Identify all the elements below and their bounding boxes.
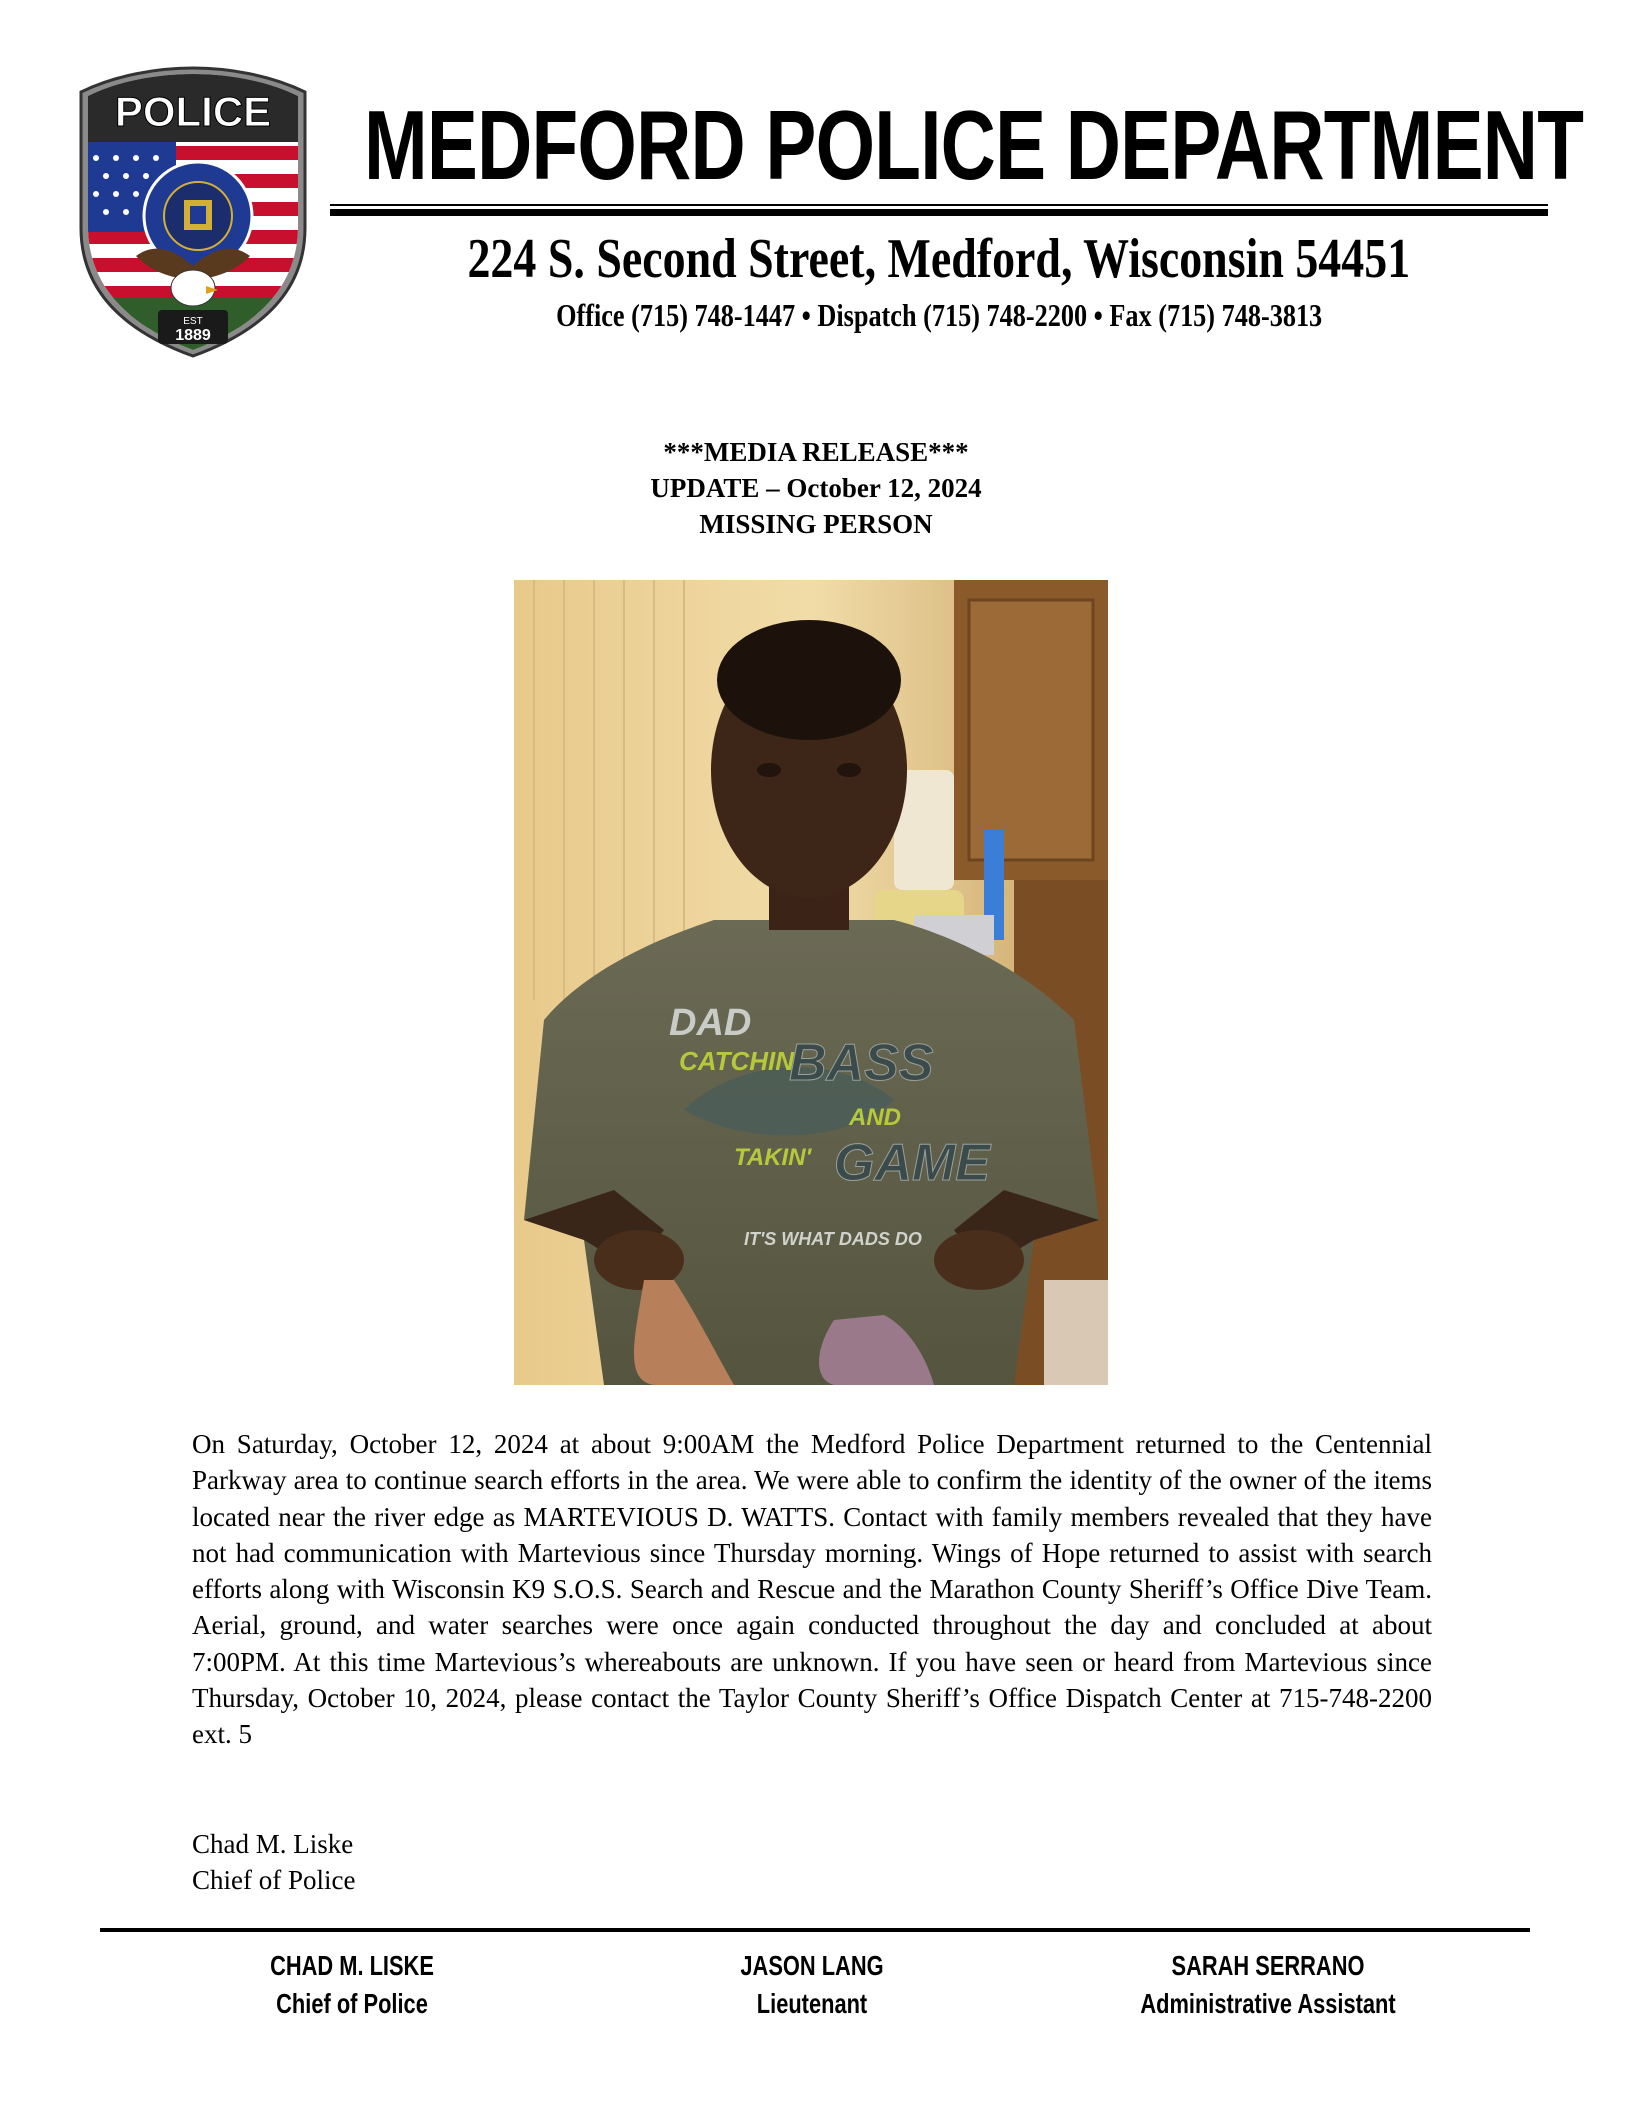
department-address — [330, 230, 1548, 289]
signature-name: Chad M. Liske — [192, 1829, 354, 1859]
staff-name: CHAD M. LISKE — [270, 1950, 434, 1981]
police-badge-logo — [76, 66, 310, 358]
shirt-text-bass: BASS — [789, 1034, 934, 1092]
department-name: MEDFORD POLICE DEPARTMENT — [364, 90, 1584, 200]
badge-police-text: POLICE — [114, 88, 272, 135]
footer-staff-chief — [172, 1952, 532, 2018]
header-rule-thin — [330, 204, 1548, 206]
release-line-update: UPDATE – October 12, 2024 — [650, 473, 982, 503]
badge-est-label: EST — [183, 316, 203, 327]
staff-title: Chief of Police — [276, 1988, 428, 2019]
staff-title: Administrative Assistant — [1140, 1988, 1396, 2019]
header-rule-thick — [330, 209, 1548, 216]
shirt-text-dad: DAD — [669, 1002, 752, 1044]
phones-text: Office (715) 748-1447 • Dispatch (715) 748-2200 • Fax (715) 748-3813 — [555, 297, 1323, 333]
shirt-text-tagline: IT'S WHAT DADS DO — [744, 1229, 922, 1249]
footer-rule — [100, 1928, 1530, 1932]
shirt-text-takin: TAKIN' — [734, 1144, 812, 1171]
shirt-text-game: GAME — [834, 1134, 990, 1192]
department-phones — [330, 298, 1548, 333]
badge-est-year: 1889 — [175, 327, 211, 344]
release-line-media: ***MEDIA RELEASE*** — [663, 437, 969, 467]
missing-person-photo — [514, 580, 1108, 1385]
signature-title: Chief of Police — [192, 1865, 356, 1895]
release-heading — [0, 434, 1632, 542]
footer-staff-admin — [1088, 1952, 1448, 2018]
shirt-text-catchin: CATCHIN' — [679, 1046, 801, 1076]
staff-name: SARAH SERRANO — [1171, 1950, 1365, 1981]
release-line-missing: MISSING PERSON — [699, 509, 933, 539]
signature-block — [192, 1826, 355, 1898]
staff-title: Lieutenant — [756, 1988, 868, 2019]
shirt-text-and: AND — [849, 1104, 901, 1131]
footer-staff-lieutenant — [632, 1952, 992, 2018]
staff-name: JASON LANG — [740, 1950, 884, 1981]
release-body-paragraph: On Saturday, October 12, 2024 at about 9:00AM the Medford Police Department returned to the Centennial Parkway area to continue search efforts in the area. We were able to confirm the identity of the owner of the items located near the river edge as MARTEVIOUS D. WATTS. Contact with family members revealed that they have not had communication with Martevious since Thursday morning. Wings of Hope returned to assist with search efforts along with Wisconsin K9 S.O.S. Search and Rescue and the Marathon County Sheriff’s Office Dive Team. Aerial, ground, and water searches were once again conducted throughout the day and concluded at about 7:00PM. At this time Martevious’s whereabouts are unknown. If you have seen or heard from Martevious since Thursday, October 10, 2024, please contact the Taylor County Sheriff’s Office Dispatch Center at 715-748-2200 ext. 5 — [192, 1429, 1432, 1750]
address-text: 224 S. Second Street, Medford, Wisconsin 54451 — [467, 228, 1411, 290]
